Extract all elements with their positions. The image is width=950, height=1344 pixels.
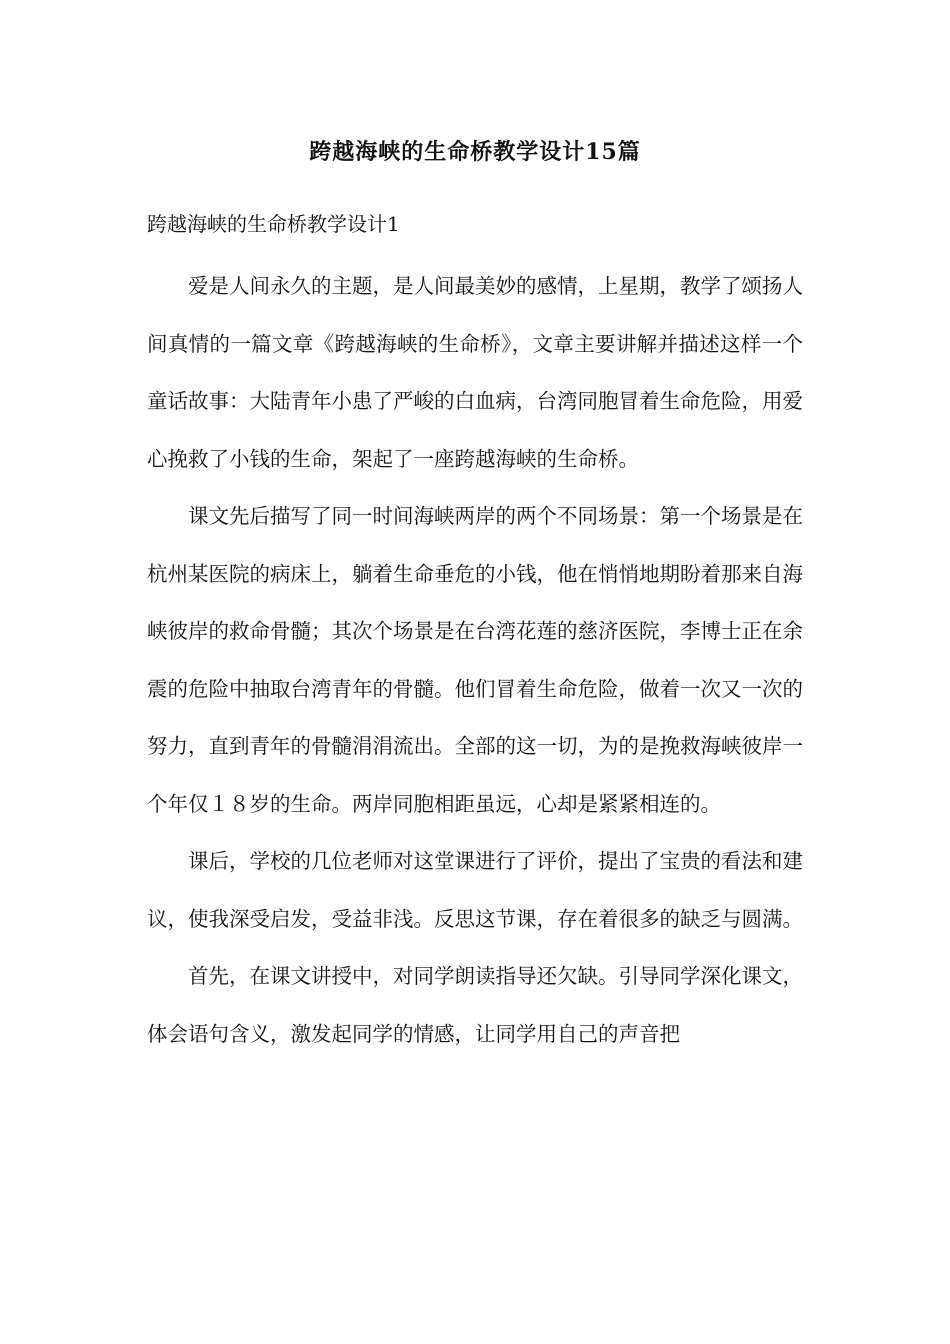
paragraph-4: 首先，在课文讲授中，对同学朗读指导还欠缺。引导同学深化课文，体会语句含义，激发起同学的情感，让同学用自己的声音把	[147, 964, 803, 1046]
paragraph-2: 课文先后描写了同一时间海峡两岸的两个不同场景：第一个场景是在杭州某医院的病床上，躺着生命垂危的小钱，他在悄悄地期盼着那来自海峡彼岸的救命骨髓；其次个场景是在台湾花莲的慈济医院，李博士正在余震的危险中抽取台湾青年的骨髓。他们冒着生命危险，做着一次又一次的努力，直到青年的骨髓涓涓流出。全部的这一切，为的是挽救海峡彼岸一个年仅１８岁的生命。两岸同胞相距虽远，心却是紧紧相连的。	[147, 504, 803, 816]
paragraph-3: 课后，学校的几位老师对这堂课进行了评价，提出了宝贵的看法和建议，使我深受启发，受益非浅。反思这节课，存在着很多的缺乏与圆满。	[147, 849, 803, 931]
document-title: 跨越海峡的生命桥教学设计15篇	[309, 139, 641, 165]
paragraph-1: 爱是人间永久的主题，是人间最美妙的感情，上星期，教学了颂扬人间真情的一篇文章《跨越海峡的生命桥》，文章主要讲解并描述这样一个童话故事：大陆青年小患了严峻的白血病，台湾同胞冒着生命危险，用爱心挽救了小钱的生命，架起了一座跨越海峡的生命桥。	[147, 274, 803, 471]
section-heading: 跨越海峡的生命桥教学设计1	[147, 212, 400, 236]
